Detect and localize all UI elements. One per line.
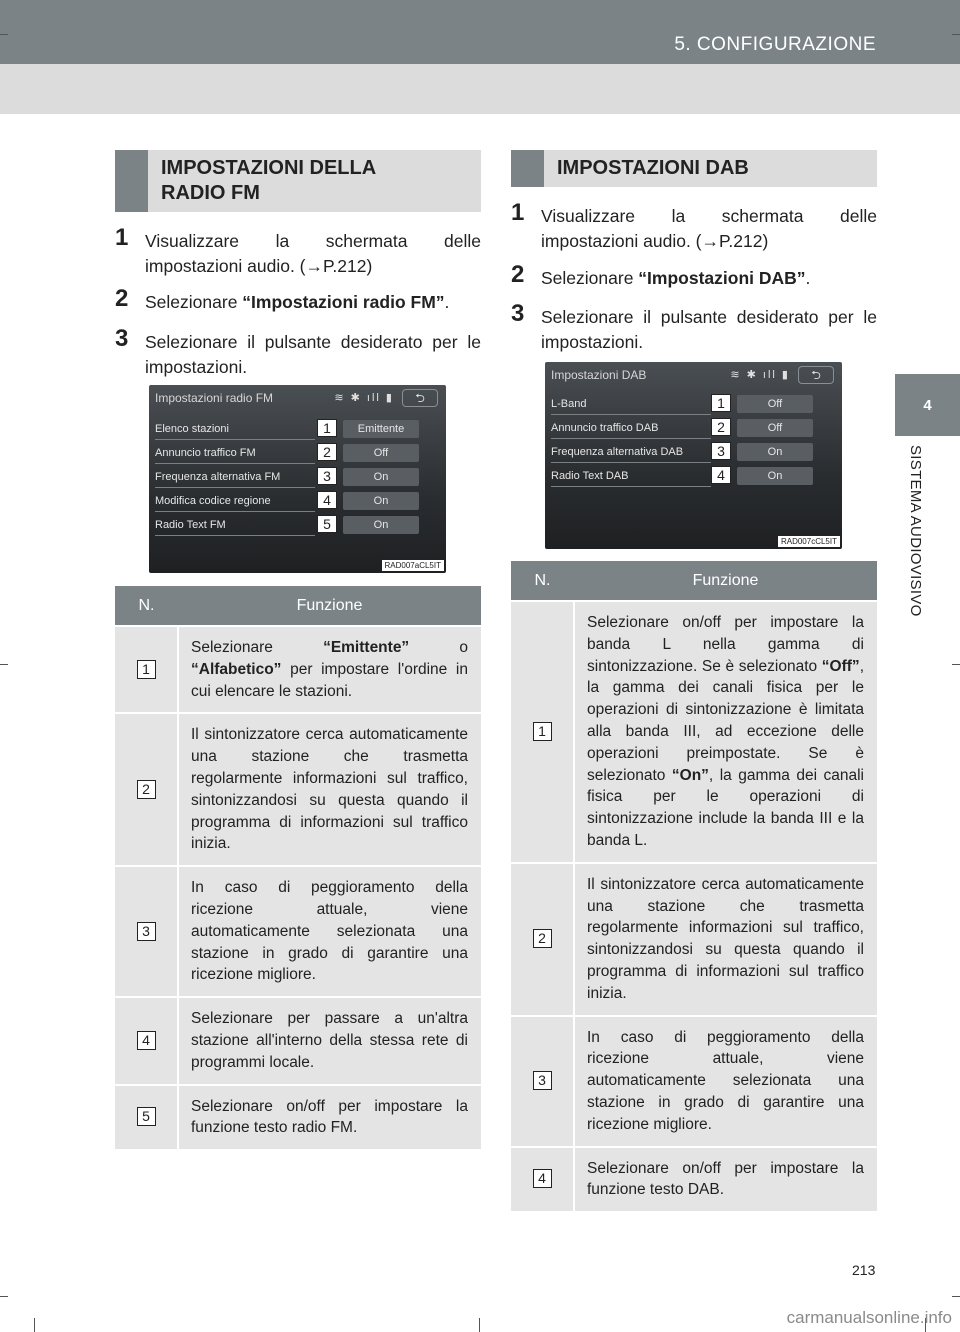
number-box: 4 [533,1169,552,1188]
dab-settings-screen [545,362,842,549]
back-button[interactable]: ⮌ [798,366,834,384]
image-code: RAD007aCL5IT [382,560,444,571]
table-header-function: Funzione [178,586,481,626]
table-cell-description: Selezionare “Emittente” o “Alfabetico” per impostare l'ordine in cui elencare le stazioni. [178,626,481,713]
table-header-number: N. [115,586,178,626]
fm-function-table [115,586,481,1149]
number-box: 5 [137,1107,156,1126]
crop-mark [479,1318,480,1332]
page-reference: →P.212 [701,231,763,251]
table-row [115,866,481,997]
table-cell-number [115,713,178,866]
table-cell-description: Selezionare per passare a un'altra stazione all'interno della stessa rete di programmi locale. [178,997,481,1084]
dab-function-table [511,561,877,1211]
table-cell-description: Selezionare on/off per impostare la funzione testo DAB. [574,1147,877,1212]
table-cell-number [115,626,178,713]
screen-title: Impostazioni DAB [551,368,647,382]
page-number: 213 [852,1262,876,1278]
table-row [115,1085,481,1150]
screen-row-value[interactable]: Off [737,395,813,413]
fm-settings-screen [149,385,446,573]
table-row [115,997,481,1084]
screen-row-value[interactable]: Off [737,419,813,437]
dab-step-3: 3 Selezionare il pulsante desiderato per le impostazioni. [511,300,877,352]
table-cell-description: In caso di peggioramento della ricezione attuale, viene automaticamente selezionata una stazione in grado di garantire una ricezione migliore. [178,866,481,997]
image-code: RAD007cCL5IT [778,536,840,547]
table-cell-number [511,863,574,1016]
chapter-side-label: SISTEMA AUDIOVISIVO [907,445,924,617]
number-box: 2 [137,780,156,799]
table-cell-description: Selezionare on/off per impostare la banda L nella gamma di sintonizzazione. Se è selezionato “Off”, la gamma dei canali fisica per le operazioni di sintonizzazione è limitata alla banda III, ad eccezione delle operazioni preimpostate. Se è selezionato “On”, la gamma dei canali fisica per le operazioni di sintonizzazione include la banda III e la banda L. [574,601,877,863]
screen-row-label[interactable]: L-Band [551,393,711,415]
callout-marker: 2 [317,443,337,461]
chapter-title: 5. CONFIGURAZIONE [674,34,876,55]
table-cell-description: Il sintonizzatore cerca automaticamente una stazione che trasmetta regolarmente informazioni sul traffico, sintonizzandosi su questa quando il programma di informazioni sul traffico inizia. [178,713,481,866]
screen-row-label[interactable]: Frequenza alternativa FM [155,466,315,488]
crop-mark [952,1296,960,1297]
crop-mark [952,34,960,35]
number-box: 2 [533,929,552,948]
screen-row-label[interactable]: Annuncio traffico DAB [551,417,711,439]
status-icons: ≋ ✱ ıll ▮ [334,392,394,404]
step-number: 2 [115,285,129,312]
step-number: 1 [115,224,129,251]
number-box: 1 [137,660,156,679]
dab-section-heading [511,150,877,187]
callout-marker: 4 [711,466,731,484]
watermark: carmanualsonline.info [786,1308,952,1327]
number-box: 3 [137,922,156,941]
table-row [115,626,481,713]
screen-row-label[interactable]: Frequenza alternativa DAB [551,441,711,463]
screen-row-label[interactable]: Elenco stazioni [155,418,315,440]
screen-row-label[interactable]: Radio Text DAB [551,465,711,487]
table-row [511,1147,877,1212]
table-row [115,713,481,866]
callout-marker: 3 [711,442,731,460]
header-band-lower [0,64,960,114]
table-cell-description: Il sintonizzatore cerca automaticamente una stazione che trasmetta regolarmente informazioni sul traffico, sintonizzandosi su questa quando il programma di informazioni sul traffico inizia. [574,863,877,1016]
callout-marker: 2 [711,418,731,436]
number-box: 4 [137,1031,156,1050]
fm-section-heading [115,150,481,212]
table-header-function: Funzione [574,561,877,601]
page-reference: →P.212 [305,256,367,276]
table-cell-description: Selezionare on/off per impostare la funzione testo radio FM. [178,1085,481,1150]
crop-mark [0,34,8,35]
dab-step-1: 1 Visualizzare la schermata delle impostazioni audio. (→P.212) [511,199,877,251]
screen-row-value[interactable]: On [343,468,419,486]
table-row [511,601,877,863]
screen-row-value[interactable]: On [737,467,813,485]
callout-marker: 1 [317,419,337,437]
table-cell-number [511,1147,574,1212]
table-cell-number [511,601,574,863]
screen-row-value[interactable]: On [343,516,419,534]
table-header-row [511,561,877,601]
step-number: 2 [511,261,525,288]
table-header-row [115,586,481,626]
chapter-tab: 4 [895,374,960,436]
table-row [511,863,877,1016]
table-cell-description: In caso di peggioramento della ricezione attuale, viene automaticamente selezionata una stazione in grado di garantire una ricezione migliore. [574,1016,877,1147]
section-heading-bar [511,150,544,187]
table-cell-number [115,997,178,1084]
step-number: 3 [511,300,525,327]
fm-step-1: 1 Visualizzare la schermata delle impostazioni audio. (→P.212) [115,224,481,276]
screen-row-label[interactable]: Annuncio traffico FM [155,442,315,464]
table-cell-number [115,866,178,997]
section-heading-text: IMPOSTAZIONI DELLA RADIO FM [161,157,377,204]
step-number: 1 [511,199,525,226]
screen-row-value[interactable]: Emittente [343,420,419,438]
screen-row-label[interactable]: Radio Text FM [155,514,315,536]
section-heading-bar [115,150,148,212]
crop-mark [0,1296,8,1297]
fm-step-3: 3 Selezionare il pulsante desiderato per le impostazioni. [115,325,481,377]
callout-marker: 3 [317,467,337,485]
table-header-number: N. [511,561,574,601]
dab-step-2: 2 Selezionare “Impostazioni DAB”. [511,261,811,288]
fm-step-2: 2 Selezionare “Impostazioni radio FM”. [115,285,450,312]
back-button[interactable]: ⮌ [402,389,438,407]
table-cell-number [511,1016,574,1147]
screen-row-value[interactable]: On [343,492,419,510]
callout-marker: 1 [711,394,731,412]
section-heading-text: IMPOSTAZIONI DAB [557,157,749,179]
crop-mark [0,664,8,665]
step-number: 3 [115,325,129,352]
screen-row-label[interactable]: Modifica codice regione [155,490,315,512]
screen-row-value[interactable]: On [737,443,813,461]
table-cell-number [115,1085,178,1150]
table-row [511,1016,877,1147]
crop-mark [952,664,960,665]
crop-mark [34,1318,35,1332]
callout-marker: 5 [317,515,337,533]
callout-marker: 4 [317,491,337,509]
number-box: 1 [533,722,552,741]
screen-title: Impostazioni radio FM [155,391,274,405]
screen-row-value[interactable]: Off [343,444,419,462]
number-box: 3 [533,1071,552,1090]
status-icons: ≋ ✱ ıll ▮ [730,369,790,381]
